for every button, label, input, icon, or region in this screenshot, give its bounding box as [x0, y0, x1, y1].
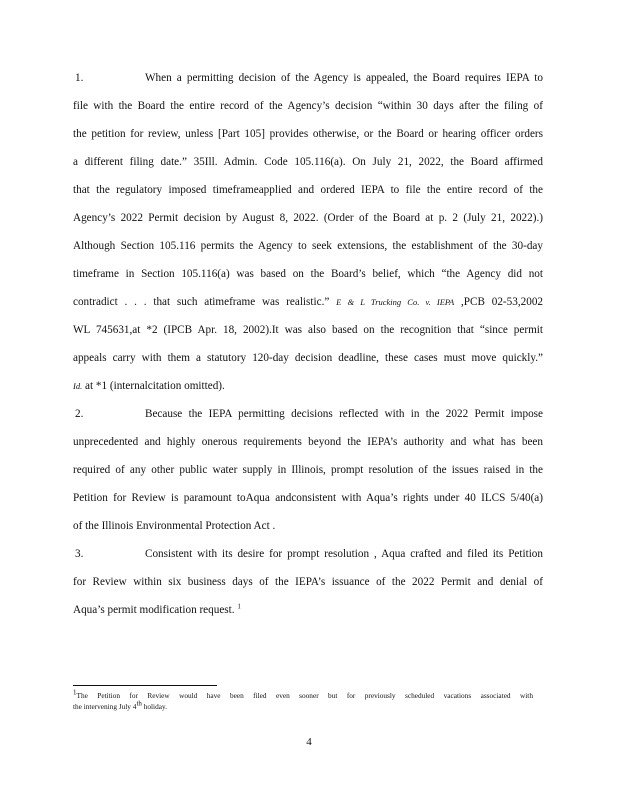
footnote-reference[interactable]: 1 — [237, 602, 241, 611]
line-text: contradict . . . that such atimeframe was realistic.” — [73, 296, 330, 308]
paragraph-line: appeals carry with them a statutory 120-day decision deadline, these cases must move quickly.” — [73, 352, 543, 364]
case-name: E & L Trucking Co. v. IEPA — [336, 297, 455, 307]
paragraph-line-with-case-citation — [73, 295, 543, 309]
footnote-text: the intervening July 4 — [73, 702, 137, 711]
footnote-text: holiday. — [141, 702, 167, 711]
paragraph-number: 3. — [75, 548, 84, 560]
paragraph-line: WL 745631,at *2 (IPCB Apr. 18, 2002).It was also based on the recognition that “since permit — [73, 324, 543, 336]
line-text: at *1 (internalcitation omitted). — [85, 380, 225, 392]
footnote-text: The Petition for Review would have been filed even sooner but for previously scheduled vacations associated with — [76, 691, 533, 700]
paragraph-line: file with the Board the entire record of the Agency’s decision “within 30 days after the filing of — [73, 100, 543, 112]
footnote-mark: 1 — [73, 688, 77, 697]
paragraph-line: the petition for review, unless [Part 105] provides otherwise, or the Board or hearing officer orders — [73, 128, 543, 140]
paragraph-first-line: Because the IEPA permitting decisions reflected with in the 2022 Permit impose — [145, 408, 543, 420]
id-citation: Id. — [73, 381, 83, 391]
paragraph-last-line: of the Illinois Environmental Protection Act . — [73, 520, 276, 532]
paragraph-last-line — [73, 603, 543, 617]
footnote-line — [73, 688, 533, 701]
page-number: 4 — [306, 736, 312, 748]
ordinal-suffix: th — [136, 699, 142, 708]
paragraph-line: Although Section 105.116 permits the Agency to seek extensions, the establishment of the 30-day — [73, 240, 543, 252]
paragraph-line: Agency’s 2022 Permit decision by August 8, 2022. (Order of the Board at p. 2 (July 21, 2022).) — [73, 212, 543, 224]
paragraph-line: required of any other public water supply in Illinois, prompt resolution of the issues raised in the — [73, 464, 543, 476]
paragraph-number: 1. — [75, 72, 84, 84]
paragraph-line: unprecedented and highly onerous requirements beyond the IEPA’s authority and what has been — [73, 436, 543, 448]
line-text: Aqua’s permit modification request. — [73, 604, 235, 616]
paragraph-line: Petition for Review is paramount toAqua andconsistent with Aqua’s rights under 40 ILCS 5/40(a) — [73, 492, 543, 504]
paragraph-first-line: Consistent with its desire for prompt resolution , Aqua crafted and filed its Petition — [145, 548, 543, 560]
footnote-separator — [73, 685, 217, 686]
footnote-line — [73, 699, 167, 712]
paragraph-line: for Review within six business days of the IEPA’s issuance of the 2022 Permit and denial of — [73, 576, 543, 588]
paragraph-last-line — [73, 379, 543, 393]
line-text: ,PCB 02-53,2002 — [461, 296, 544, 308]
paragraph-first-line: When a permitting decision of the Agency is appealed, the Board requires IEPA to — [145, 72, 543, 84]
paragraph-line: that the regulatory imposed timeframeapplied and ordered IEPA to file the entire record of the — [73, 184, 543, 196]
paragraph-number: 2. — [75, 408, 84, 420]
paragraph-line: a different filing date.” 35Ill. Admin. Code 105.116(a). On July 21, 2022, the Board affirmed — [73, 156, 543, 168]
paragraph-line: timeframe in Section 105.116(a) was based on the Board’s belief, which “the Agency did not — [73, 268, 543, 280]
